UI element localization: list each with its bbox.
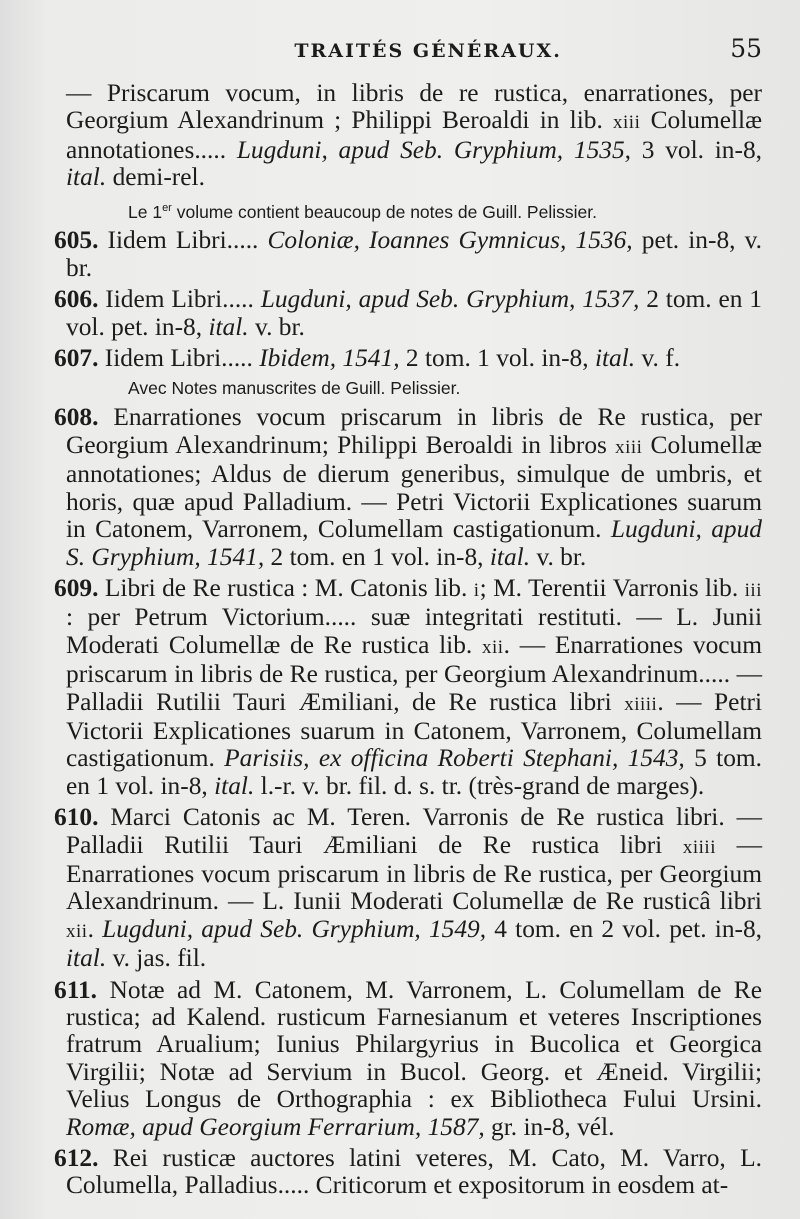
imprint-text: ital. (208, 312, 249, 341)
entry-text: iii (744, 579, 762, 601)
note-text: Le 1 (128, 201, 163, 222)
imprint-text: ital. (66, 944, 107, 973)
entry-text: xiiii (682, 836, 716, 858)
catalogue-entry-605 (54, 226, 762, 282)
entry-text: 2 tom. 1 vol. in-8, (399, 344, 595, 373)
page-header (66, 34, 762, 80)
entry-text: xiiii (624, 693, 658, 715)
entry-text: . (87, 914, 103, 943)
entry-text: gr. in-8, vél. (484, 1112, 615, 1141)
entry-number: 605. (54, 226, 99, 255)
entry-text: l.-r. v. br. fil. d. s. tr. (très-grand de marges). (254, 771, 705, 800)
entry-text: . — Petri Victorii Explicationes suarum in Catonem, Varronem, Columellam castigationum. (66, 687, 763, 773)
entry-number: 611. (54, 975, 98, 1004)
catalogue-entry-606 (54, 285, 763, 341)
entry-text: Columellæ annotationes..... (66, 106, 763, 164)
entry-text: demi-rel. (106, 163, 205, 192)
entry-text: v. f. (635, 344, 681, 373)
imprint-text: Coloniæ, Ioannes Gymnicus, 1536, (267, 226, 633, 255)
entry-text: pet. in-8, v. br. (66, 226, 762, 282)
entry-text: Notæ ad M. Catonem, M. Varronem, L. Columellam de Re rustica; ad Kalend. rusticum Farnesianum et veteres Inscriptiones fratrum Arualium; Iunius Philargyrius in Bucolica et Georgica Virgilii; Notæ ad Servium in Bucol. Georg. et Æneid. Virgilii; Velius Longus de Orthographia : ex Bibliotheca Fului Ursini. (66, 975, 762, 1114)
entry-number: 609. (54, 573, 99, 602)
entry-text: : per Petrum Victorium..... suæ integritati restituti. — L. Junii Moderati Columellæ de Re rustica lib. (66, 603, 762, 659)
entry-text: xiii (615, 436, 643, 458)
catalogue-entry-612 (54, 1144, 762, 1200)
note-text: Avec Notes manuscrites de Guill. Pelissier. (128, 378, 461, 399)
running-title: TRAITÉS GÉNÉRAUX. (294, 40, 562, 62)
entry-text: Enarrationes vocum priscarum in libris de Re rustica, per Georgium Alexandrinum; Philippi Beroaldi in libros (66, 403, 762, 459)
entry-text: 2 tom. en 1 vol. pet. in-8, (66, 285, 763, 341)
entry-text: i (473, 579, 480, 601)
entry-text: xii (482, 636, 504, 658)
entry-number: 607. (54, 344, 99, 373)
imprint-text: Lugduni, apud S. Gryphium, 1541, (66, 515, 762, 571)
entry-text: — Enarrationes vocum priscarum in libris de Re rustica, per Georgium Alexandrinum. — L. Iunii Moderati Columellæ de Re rusticâ libri (66, 830, 762, 916)
catalogue-entry-610 (54, 803, 763, 973)
imprint-text: ital. (66, 163, 107, 192)
imprint-text: ital. (489, 542, 531, 571)
catalogue-entry-609 (54, 573, 763, 800)
entry-text: v. br. (530, 542, 587, 571)
imprint-text: Lugduni, apud Seb. Gryphium, 1549, (102, 914, 487, 943)
imprint-text: Romæ, apud Georgium Ferrarium, 1587, (66, 1112, 485, 1141)
catalogue-entry-cont (66, 80, 762, 192)
imprint-text: Parisiis, ex officina Roberti Stephani, 1543, (224, 744, 685, 773)
entry-text: xii (66, 920, 88, 942)
page-number: 55 (730, 34, 762, 63)
catalogue-entry-608 (54, 403, 763, 571)
catalogue-entry-607 (54, 344, 762, 373)
entry-text: v. br. (248, 312, 305, 341)
entry-text: v. jas. fil. (106, 944, 207, 973)
entry-text: Columellæ annotationes; Aldus de dierum generibus, simulque de umbris, et horis, quæ apud Palladium. — Petri Victorii Explicationes suarum in Catonem, Varronem, Columellam castigationum. (66, 430, 763, 544)
entry-text: — Priscarum vocum, in libris de re rustica, enarrationes, per Georgium Alexandrinum ; Philippi Beroaldi in lib. (66, 79, 762, 135)
entry-text: Iidem Libri..... (98, 226, 268, 255)
imprint-text: ital. (214, 771, 255, 800)
entry-text: 2 tom. en 1 vol. in-8, (264, 542, 490, 571)
entry-number: 610. (54, 803, 99, 832)
entry-text: ; M. Terentii Varronis lib. (479, 573, 745, 602)
entry-text: . — Enarrationes vocum priscarum in libris de Re rustica, per Georgium Alexandrinum..... — Palladii Rutilii Tauri Æmiliani, de Re rustica libri (66, 630, 762, 716)
entry-text: 4 tom. en 2 vol. pet. in-8, (486, 914, 763, 943)
entry-text: Libri de Re rustica : M. Catonis lib. (98, 573, 474, 602)
imprint-text: Ibidem, 1541, (259, 344, 400, 373)
entry-text: Rei rusticæ auctores latini veteres, M. Cato, M. Varro, L. Columella, Palladius..... Criticorum et expositorum in eosdem at- (66, 1144, 762, 1200)
note-text: volume contient beaucoup de notes de Guill. Pelissier. (171, 201, 597, 222)
entry-number: 606. (54, 285, 99, 314)
imprint-text: Lugduni, apud Seb. Gryphium, 1535, (236, 135, 632, 164)
catalogue-entries (54, 79, 763, 1200)
entry-note (66, 376, 762, 400)
entry-note (66, 196, 762, 224)
catalogue-entry-611 (54, 975, 762, 1141)
entry-text: Iidem Libri..... (98, 285, 261, 314)
note-superscript: er (162, 201, 172, 214)
imprint-text: Lugduni, apud Seb. Gryphium, 1537, (260, 285, 640, 314)
entry-number: 612. (54, 1144, 99, 1173)
entry-text: xiii (613, 112, 641, 134)
entry-text: Iidem Libri..... (98, 344, 260, 373)
entry-text: Marci Catonis ac M. Teren. Varronis de Re rustica libri. — Palladii Rutilii Tauri Æmiliani de Re rustica libri (66, 803, 762, 859)
entry-number: 608. (54, 403, 99, 432)
entry-text: 3 vol. in-8, (631, 135, 762, 164)
imprint-text: ital. (594, 344, 636, 373)
entry-text: 5 tom. en 1 vol. in-8, (66, 744, 762, 800)
